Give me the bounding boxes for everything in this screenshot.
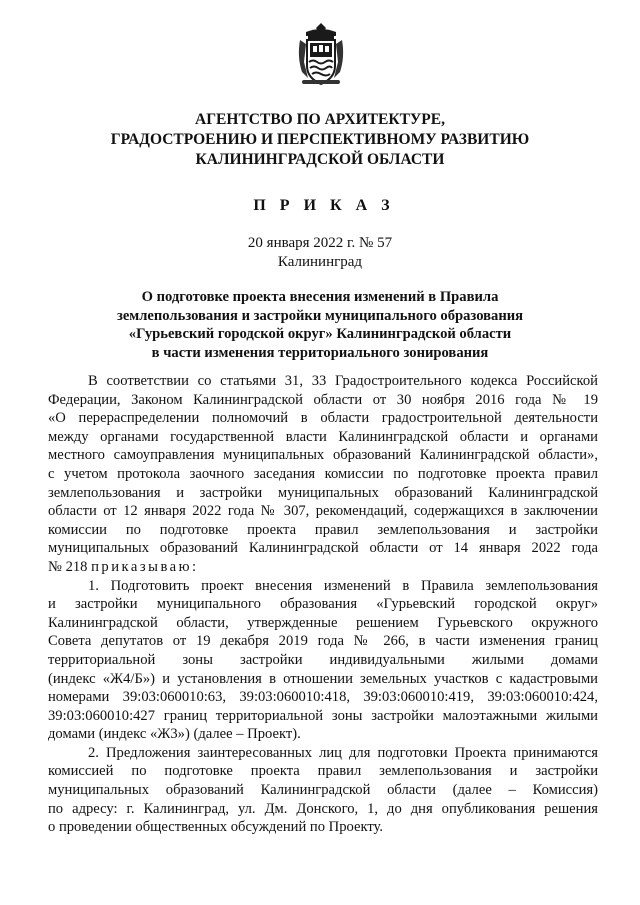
agency-line: АГЕНТСТВО ПО АРХИТЕКТУРЕ, — [195, 111, 445, 128]
preamble-line: между органами государственной власти Калининградской области и органами — [48, 428, 598, 445]
preamble-line: с учетом протокола заочного заседания комиссии по подготовке проекта правил — [48, 465, 598, 482]
preamble-line: муниципальных образований Калининградской области от 14 января 2022 года — [48, 540, 598, 557]
subject-line: «Гурьевский городской округ» Калининградской области — [128, 326, 512, 342]
subject-line: землепользования и застройки муниципального образования — [116, 307, 524, 324]
item1-line: номерами 39:03:060010:63, 39:03:060010:418, 39:03:060010:419, 39:03:060010:424, — [48, 689, 598, 706]
preamble-line: местного самоуправления муниципальных образований Калининградской области», — [48, 447, 598, 464]
item1-line: (индекс «Ж4/Б») и установления в отношении земельных участков с кадастровыми — [48, 670, 598, 687]
item2-line: о проведении общественных обсуждений по Проекту. — [48, 819, 384, 836]
item2-line: муниципальных образований Калининградской области (далее – Комиссия) — [48, 782, 598, 799]
subject-line: в части изменения территориального зонирования — [151, 344, 489, 361]
agency-line: КАЛИНИНГРАДСКОЙ ОБЛАСТИ — [195, 151, 445, 168]
preamble-line: «О перераспределении полномочий в области градостроительной деятельности — [48, 410, 598, 427]
coat-of-arms-emblem — [296, 22, 346, 88]
item1-line: 39:03:060010:427 границ территориальной зоны застройки малоэтажными жилыми — [48, 707, 598, 724]
item1-line: 1. Подготовить проект внесения изменений в Правила землепользования — [88, 577, 598, 594]
preamble-line: В соответствии со статьями 31, 33 Градостроительного кодекса Российской — [88, 373, 598, 389]
preamble-final-line — [48, 558, 598, 577]
preamble-line: комиссии по подготовке проекта правил землепользования и застройки — [48, 521, 598, 538]
order-number-ref: № 218 — [48, 558, 88, 575]
preamble-line: области от 12 января 2022 года № 307, рекомендаций, содержащихся в заключении — [48, 503, 598, 520]
agency-name — [60, 110, 580, 170]
item1-line: домами (индекс «Ж3») (далее – Проект). — [48, 726, 301, 743]
item2-line: по адресу: г. Калининград, ул. Дм. Донского, 1, до дня опубликования решения — [48, 800, 598, 817]
order-word: приказываю: — [91, 558, 199, 575]
document-body — [48, 372, 598, 837]
item2-line: 2. Предложения заинтересованных лиц для подготовки Проекта принимаются — [88, 744, 598, 761]
subject-line: О подготовке проекта внесения изменений в Правила — [141, 289, 499, 305]
item1-line: территориальной зоны застройки индивидуальными жилыми домами — [48, 651, 598, 668]
agency-line: ГРАДОСТРОЕНИЮ И ПЕРСПЕКТИВНОМУ РАЗВИТИЮ — [110, 131, 530, 148]
preamble-line: землепользования и застройки муниципальных образований Калининградской — [48, 484, 598, 501]
item1-line: Калининградской области, утвержденные решением Гурьевского окружного — [48, 614, 598, 631]
item2-line: комиссией по подготовке проекта правил землепользования и застройки — [48, 763, 598, 780]
document-city: Калининград — [277, 254, 363, 270]
document-date-number: 20 января 2022 г. № 57 — [247, 235, 393, 251]
item1-line: и застройки муниципального образования «Гурьевский городской округ» — [48, 596, 598, 613]
preamble-line: Федерации, Законом Калининградской области от 30 ноября 2016 года № 19 — [48, 391, 598, 408]
document-subject — [60, 288, 580, 362]
document-type-title: П Р И К А З — [253, 197, 395, 214]
item1-line: Совета депутатов от 19 декабря 2019 года № 266, в части изменения границ — [48, 633, 598, 650]
